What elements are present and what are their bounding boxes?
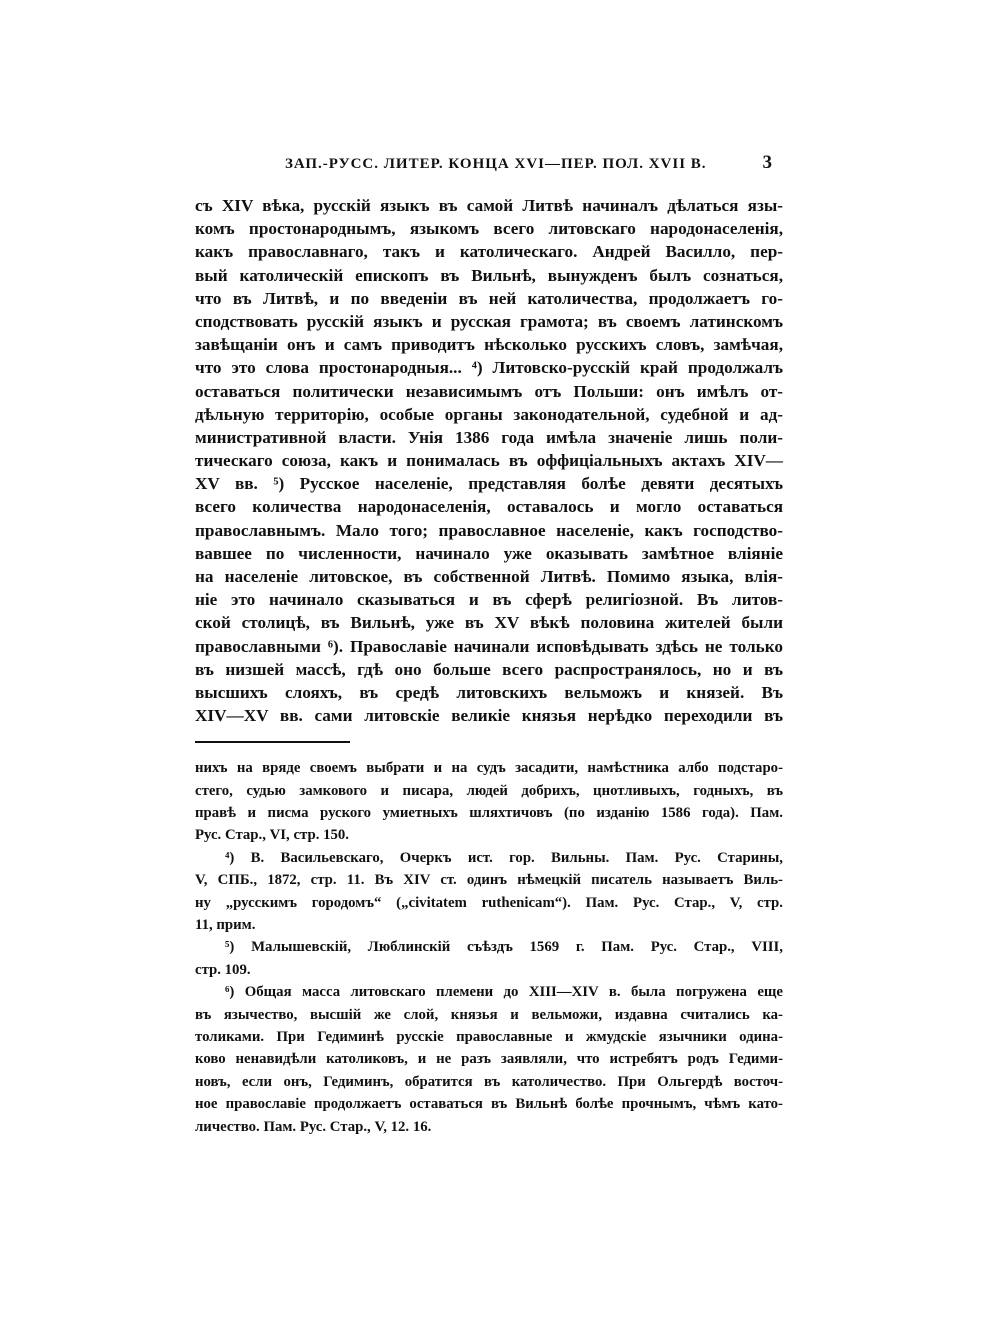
footnote-line: нихъ на вряде своемъ выбрати и на судъ засадити, намѣстника албо подстаро- — [195, 760, 783, 777]
body-line: вый католическій епископъ въ Вильнѣ, вынужденъ былъ сознаться, — [195, 265, 783, 285]
body-line: что это слова простонародныя... ⁴) Литовско-русскій край продолжалъ — [195, 358, 783, 378]
body-line: высшихъ слояхъ, въ средѣ литовскихъ вельможъ и князей. Въ — [195, 682, 783, 702]
body-line: сподствовать русскій языкъ и русская грамота; въ своемъ латинскомъ — [195, 311, 783, 331]
footnote — [195, 936, 783, 981]
footnote — [195, 757, 783, 847]
body-line: тическаго союза, какъ и понималась въ оффиціальныхъ актахъ XIV— — [195, 451, 783, 471]
footnote-line: въ язычество, высшій же слой, князья и вельможи, издавна считались ка- — [195, 1006, 783, 1023]
footnote-line: личество. Пам. Рус. Стар., V, 12. 16. — [195, 1118, 432, 1135]
running-title: ЗАП.-РУСС. ЛИТЕР. КОНЦА XVI—ПЕР. ПОЛ. XVII В. — [285, 156, 707, 172]
body-line: XIV—XV вв. сами литовскіе великіе князья нерѣдко переходили въ — [195, 706, 783, 726]
body-line: завѣщаніи онъ и самъ приводитъ нѣсколько русскихъ словъ, замѣчая, — [195, 335, 783, 355]
footnote-line: ⁴) В. Васильевскаго, Очеркъ ист. гор. Вильны. Пам. Рус. Старины, — [225, 849, 783, 866]
page-number: 3 — [762, 152, 773, 173]
footnote — [195, 847, 783, 937]
footnotes — [195, 757, 783, 1138]
footnote-line: толиками. При Гедиминѣ русскіе православные и жмудскіе язычники одина- — [195, 1029, 783, 1045]
body-line: комъ простонароднымъ, языкомъ всего литовскаго народонаселенія, — [195, 219, 783, 239]
footnote-line: V, СПБ., 1872, стр. 11. Въ XIV ст. одинъ нѣмецкій писатель называетъ Виль- — [195, 872, 783, 889]
body-line: православнымъ. Мало того; православное населеніе, какъ господство- — [195, 520, 783, 540]
body-line: министративной власти. Унія 1386 года имѣла значеніе лишь поли- — [195, 427, 783, 447]
footnote-line: ⁵) Малышевскій, Люблинскій съѣздъ 1569 г. Пам. Рус. Стар., VIII, — [225, 939, 783, 956]
body-line: православными ⁶). Православіе начинали исповѣдывать здѣсь не только — [195, 636, 783, 656]
body-line: въ низшей массѣ, гдѣ оно больше всего распространялось, но и въ — [195, 659, 783, 679]
body-line: на населеніе литовское, въ собственной Литвѣ. Помимо языка, влія- — [195, 567, 783, 586]
body-line: ніе это начинало сказываться и въ сферѣ религіозной. Въ литов- — [195, 590, 783, 610]
footnote-line: 11, прим. — [195, 917, 256, 934]
footnote-rule — [195, 741, 350, 743]
footnote-line: стр. 109. — [195, 961, 251, 978]
book-page — [195, 150, 783, 1138]
footnote-line: новъ, если онъ, Гедиминъ, обратится въ католичество. При Ольгердѣ восточ- — [195, 1073, 783, 1090]
body-line: XV вв. ⁵) Русское населеніе, представляя болѣе девяти десятыхъ — [195, 474, 783, 494]
footnote-line: стего, судью замкового и писара, людей добрихъ, цнотливыхъ, годныхъ, въ — [195, 782, 783, 799]
footnote-line: ное православіе продолжаетъ оставаться въ Вильнѣ болѣе прочнымъ, чѣмъ като- — [195, 1096, 783, 1113]
body-text — [195, 194, 783, 727]
body-line: оставаться политически независимымъ отъ Польши: онъ имѣлъ от- — [195, 381, 783, 401]
body-line: съ XIV вѣка, русскій языкъ въ самой Литвѣ начиналъ дѣлаться язы- — [195, 196, 783, 215]
body-line: ской столицѣ, въ Вильнѣ, уже въ XV вѣкѣ половина жителей были — [195, 613, 783, 633]
body-line: что въ Литвѣ, и по введеніи въ ней католичества, продолжаетъ го- — [195, 288, 783, 308]
footnote-line: ково ненавидѣли католиковъ, и не разъ заявляли, что истребятъ родъ Гедими- — [195, 1051, 783, 1068]
body-line: всего количества народонаселенія, оставалось и могло оставаться — [195, 497, 783, 517]
running-head — [195, 150, 783, 180]
footnote-line: правѣ и писма руского умиетныхъ шляхтичовъ (по изданію 1586 года). Пам. — [195, 805, 783, 822]
footnote-line: ну „русскимъ городомъ“ („civitatem ruthenicam“). Пам. Рус. Стар., V, стр. — [195, 894, 783, 911]
body-line: вавшее по численности, начинало уже оказывать замѣтное вліяніе — [195, 543, 783, 563]
footnote — [195, 981, 783, 1138]
body-line: дѣльную территорію, особые органы законодательной, судебной и ад- — [195, 404, 783, 424]
body-line: какъ православнаго, такъ и католическаго. Андрей Василло, пер- — [195, 242, 783, 262]
footnote-line: Рус. Стар., VI, стр. 150. — [195, 827, 349, 844]
footnote-line: ⁶) Общая масса литовскаго племени до XIII—XIV в. была погружена еще — [225, 984, 783, 1001]
